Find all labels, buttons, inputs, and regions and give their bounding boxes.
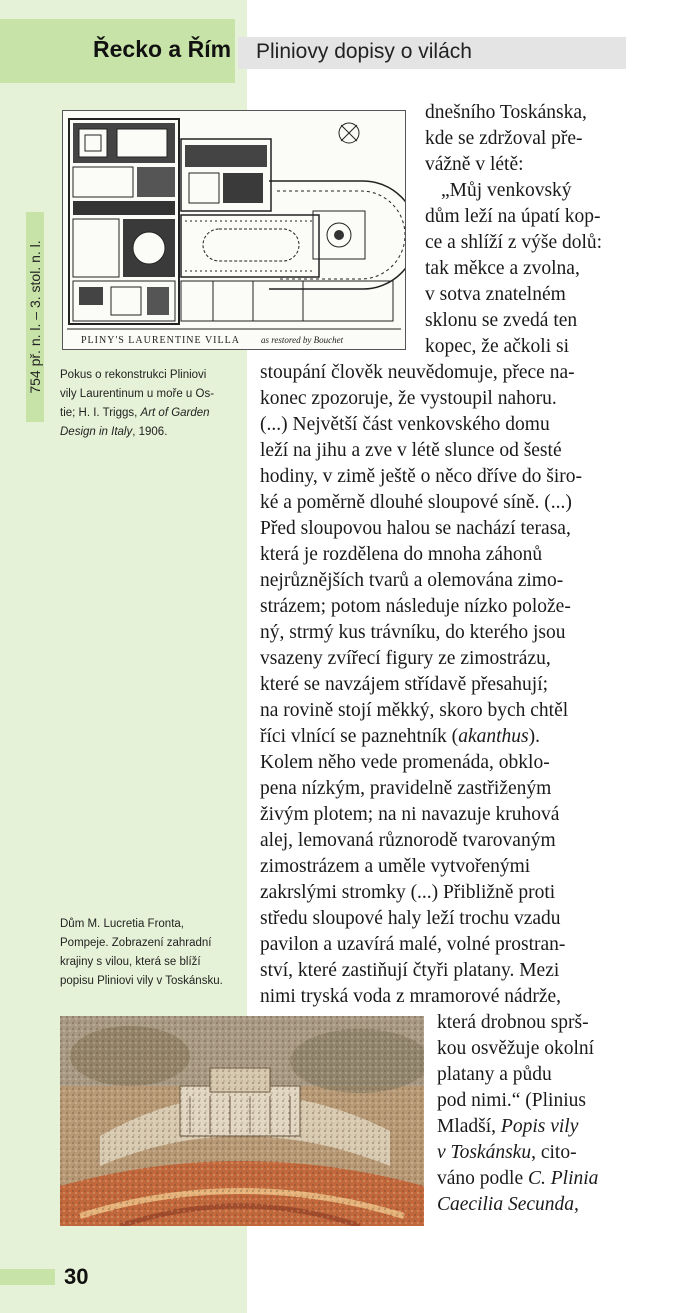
body-line: strázem; potom následuje nízko polože- — [260, 596, 571, 617]
body-line: ké a poměrně dlouhé sloupové síně. (...) — [260, 492, 572, 513]
page-number: 30 — [64, 1264, 89, 1289]
villa-fresco-figure — [60, 1016, 424, 1226]
body-line: která drobnou sprš- — [437, 1012, 589, 1033]
plan-caption-line: Pokus o rekonstrukci Pliniovi — [60, 369, 207, 381]
villa-plan-drawing — [63, 111, 405, 349]
body-line: kou osvěžuje okolní — [437, 1038, 595, 1059]
plan-banner-title: PLINY'S LAURENTINE VILLA — [81, 335, 240, 346]
mosaic-caption — [60, 915, 238, 991]
body-line: ství, které zastiňují čtyři platany. Mezi — [260, 960, 560, 981]
plan-caption-line: Design in Italy, 1906. — [60, 426, 168, 438]
body-line: „Můj venkovský — [441, 180, 572, 201]
body-line: alej, lemovaná různorodě tvarovaným — [260, 830, 556, 851]
body-line: ný, strmý kus trávníku, do kterého jsou — [260, 622, 566, 643]
body-line: pavilon a uzavírá malé, volné prostran- — [260, 934, 566, 955]
body-line: kopec, že ačkoli si — [425, 336, 570, 357]
body-line: váno podle C. Plinia — [437, 1168, 599, 1189]
body-line: (...) Největší část venkovského domu — [260, 414, 550, 435]
body-line: v Toskánsku, cito- — [437, 1142, 577, 1163]
body-line: hodiny, v zimě ještě o něco dříve do širo- — [260, 466, 583, 487]
body-line: pena nízkým, pravidelně zastřiženým — [260, 778, 552, 799]
villa-fresco-image — [60, 1016, 424, 1226]
body-line: na rovině stojí měkký, skoro bych chtěl — [260, 700, 569, 721]
mosaic-caption-line: krajiny s vilou, která se blíží — [60, 956, 201, 968]
plan-caption — [60, 366, 238, 442]
body-line: sklonu se zvedá ten — [425, 310, 578, 331]
body-line: Mladší, Popis vily — [437, 1116, 579, 1137]
mosaic-caption-line: Dům M. Lucretia Fronta, — [60, 918, 184, 930]
body-line: platany a půdu — [437, 1064, 552, 1085]
body-line: nejrůznějších tvarů a olemována zimo- — [260, 570, 564, 591]
author-caecilia-secunda: Caecilia Secunda, — [437, 1194, 579, 1215]
book-title-popis-vily: Popis vily — [500, 1116, 579, 1137]
body-line: dnešního Toskánska, — [425, 102, 587, 123]
plan-banner-credit: as restored by Bouchet — [261, 335, 344, 345]
body-line: dům leží na úpatí kop- — [425, 206, 601, 227]
body-line: vsazeny zvířecí figury ze zimostrázu, — [260, 648, 551, 669]
villa-plan-figure — [62, 110, 406, 350]
body-line: které se navzájem střídavě přesahují; — [260, 674, 549, 695]
mosaic-caption-line: popisu Pliniovi vily v Toskánsku. — [60, 975, 223, 987]
body-line: která je rozdělena do mnoha záhonů — [260, 544, 543, 565]
body-line: vážně v létě: — [425, 154, 524, 175]
author-c-plinia: C. Plinia — [527, 1168, 599, 1189]
plan-caption-line: vily Laurentinum u moře u Os- — [60, 388, 215, 400]
date-range-label: 754 př. n. l. – 3. stol. n. l. — [27, 240, 43, 394]
page-number-bar — [0, 1269, 55, 1285]
body-line: zimostrázem a uměle vytvořenými — [260, 856, 531, 877]
body-line: kde se zdržoval pře- — [425, 128, 583, 149]
body-line — [437, 1192, 579, 1218]
body-line: Kolem něho vede promenáda, obklo- — [260, 752, 550, 773]
mosaic-caption-line: Pompeje. Zobrazení zahradní — [60, 937, 212, 949]
body-line: středu sloupové haly leží trochu vzadu — [260, 908, 561, 929]
chapter-title: Pliniovy dopisy o vilách — [256, 40, 472, 63]
body-line: živým plotem; na ni navazuje kruhová — [260, 804, 560, 825]
body-line: tak měkce a zvolna, — [425, 258, 580, 279]
body-line: zakrslými stromky (...) Přibližně proti — [260, 882, 556, 903]
plan-caption-book-title: Art of Garden — [140, 407, 210, 419]
body-line: Před sloupovou halou se nachází terasa, — [260, 518, 571, 539]
body-line: říci vlnící se paznehtník (akanthus). — [260, 726, 540, 747]
section-title: Řecko a Řím — [93, 36, 232, 62]
body-line: leží na jihu a zve v létě slunce od šesté — [260, 440, 562, 461]
plan-caption-line: tie; H. I. Triggs, Art of Garden — [60, 407, 210, 419]
body-line: nimi tryská voda z mramorové nádrže, — [260, 986, 562, 1007]
body-line: v sotva znatelném — [425, 284, 566, 305]
body-line: pod nimi.“ (Plinius — [437, 1090, 586, 1111]
plan-caption-book-title-cont: Design in Italy — [60, 426, 133, 438]
book-title-v-toskansku: v Toskánsku — [437, 1142, 532, 1163]
body-line: stoupání člověk neuvědomuje, přece na- — [260, 362, 575, 383]
body-line: konec zpozoruje, že vystoupil nahoru. — [260, 388, 557, 409]
term-akanthus: akanthus — [458, 726, 529, 747]
body-line: ce a shlíží z výše dolů: — [425, 232, 603, 253]
